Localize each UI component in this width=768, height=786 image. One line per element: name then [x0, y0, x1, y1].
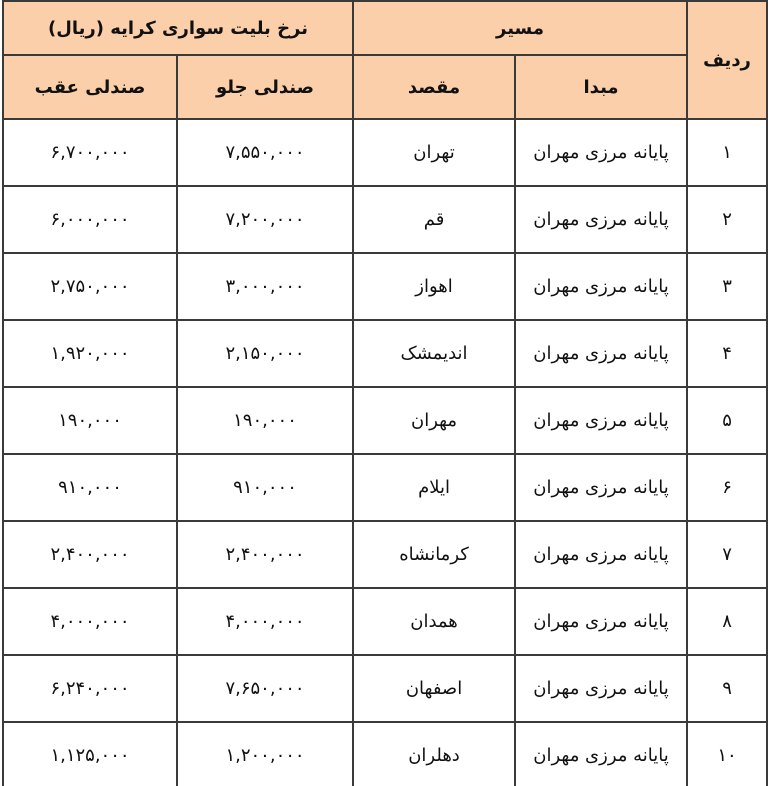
destination-cell: اندیمشک [353, 320, 515, 387]
front-seat-fare-cell: ۳,۰۰۰,۰۰۰ [177, 253, 353, 320]
row-index-cell: ۵ [687, 387, 767, 454]
table-row [3, 521, 767, 588]
table-row [3, 454, 767, 521]
destination-cell: ایلام [353, 454, 515, 521]
destination-cell: تهران [353, 119, 515, 186]
origin-cell: پایانه مرزی مهران [515, 387, 687, 454]
table-row [3, 722, 767, 786]
destination-cell: همدان [353, 588, 515, 655]
row-index-cell: ۶ [687, 454, 767, 521]
back-seat-fare-cell: ۲,۷۵۰,۰۰۰ [3, 253, 177, 320]
origin-cell: پایانه مرزی مهران [515, 655, 687, 722]
front-seat-fare-cell: ۱,۲۰۰,۰۰۰ [177, 722, 353, 786]
row-index-cell: ۲ [687, 186, 767, 253]
row-index-cell: ۸ [687, 588, 767, 655]
front-seat-fare-cell: ۲,۱۵۰,۰۰۰ [177, 320, 353, 387]
header-front-seat: صندلی جلو [177, 55, 353, 119]
destination-cell: اهواز [353, 253, 515, 320]
front-seat-fare-cell: ۷,۶۵۰,۰۰۰ [177, 655, 353, 722]
origin-cell: پایانه مرزی مهران [515, 320, 687, 387]
row-index-cell: ۳ [687, 253, 767, 320]
back-seat-fare-cell: ۶,۷۰۰,۰۰۰ [3, 119, 177, 186]
table-row [3, 588, 767, 655]
back-seat-fare-cell: ۶,۰۰۰,۰۰۰ [3, 186, 177, 253]
front-seat-fare-cell: ۷,۲۰۰,۰۰۰ [177, 186, 353, 253]
destination-cell: قم [353, 186, 515, 253]
row-index-cell: ۷ [687, 521, 767, 588]
destination-cell: دهلران [353, 722, 515, 786]
front-seat-fare-cell: ۹۱۰,۰۰۰ [177, 454, 353, 521]
table-body [3, 119, 767, 786]
row-index-cell: ۱۰ [687, 722, 767, 786]
table-row [3, 119, 767, 186]
origin-cell: پایانه مرزی مهران [515, 588, 687, 655]
destination-cell: کرمانشاه [353, 521, 515, 588]
header-row-label: ردیف [687, 1, 767, 119]
origin-cell: پایانه مرزی مهران [515, 722, 687, 786]
row-index-cell: ۹ [687, 655, 767, 722]
header-fare-group: نرخ بلیت سواری کرایه (ریال) [3, 1, 353, 55]
header-back-seat: صندلی عقب [3, 55, 177, 119]
table-row [3, 387, 767, 454]
back-seat-fare-cell: ۱,۹۲۰,۰۰۰ [3, 320, 177, 387]
back-seat-fare-cell: ۶,۲۴۰,۰۰۰ [3, 655, 177, 722]
origin-cell: پایانه مرزی مهران [515, 521, 687, 588]
header-route: مسیر [353, 1, 687, 55]
header-destination: مقصد [353, 55, 515, 119]
back-seat-fare-cell: ۱۹۰,۰۰۰ [3, 387, 177, 454]
table-row [3, 253, 767, 320]
fare-table [2, 0, 768, 786]
table-row [3, 320, 767, 387]
back-seat-fare-cell: ۱,۱۲۵,۰۰۰ [3, 722, 177, 786]
destination-cell: مهران [353, 387, 515, 454]
table-header [3, 1, 767, 119]
row-index-cell: ۱ [687, 119, 767, 186]
front-seat-fare-cell: ۴,۰۰۰,۰۰۰ [177, 588, 353, 655]
table-row [3, 186, 767, 253]
header-origin: مبدا [515, 55, 687, 119]
destination-cell: اصفهان [353, 655, 515, 722]
row-index-cell: ۴ [687, 320, 767, 387]
origin-cell: پایانه مرزی مهران [515, 454, 687, 521]
origin-cell: پایانه مرزی مهران [515, 253, 687, 320]
front-seat-fare-cell: ۱۹۰,۰۰۰ [177, 387, 353, 454]
origin-cell: پایانه مرزی مهران [515, 119, 687, 186]
back-seat-fare-cell: ۴,۰۰۰,۰۰۰ [3, 588, 177, 655]
front-seat-fare-cell: ۷,۵۵۰,۰۰۰ [177, 119, 353, 186]
table-row [3, 655, 767, 722]
back-seat-fare-cell: ۹۱۰,۰۰۰ [3, 454, 177, 521]
origin-cell: پایانه مرزی مهران [515, 186, 687, 253]
front-seat-fare-cell: ۲,۴۰۰,۰۰۰ [177, 521, 353, 588]
back-seat-fare-cell: ۲,۴۰۰,۰۰۰ [3, 521, 177, 588]
